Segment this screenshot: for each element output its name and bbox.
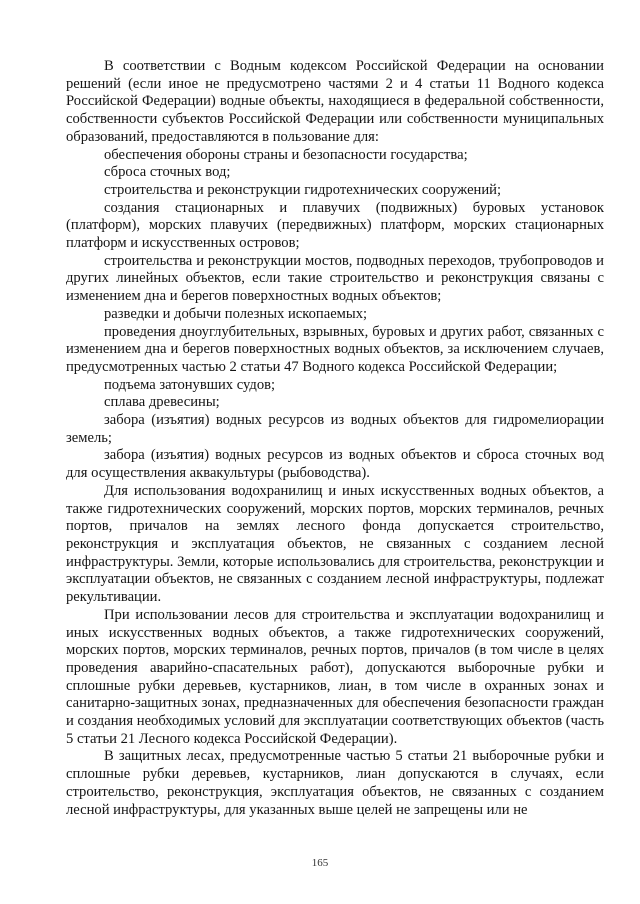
page-number: 165 bbox=[311, 857, 329, 869]
list-item-timber-rafting: сплава древесины; bbox=[104, 394, 220, 411]
list-item-ship-raising: подъема затонувших судов; bbox=[104, 376, 276, 393]
paragraph-intro: В соответствии с Водным кодексом Российской Федерации на основании решений (если иное не предусмотрено частями 2 и 4 статьи 11 Водного кодекса Российской Федерации) водные объекты, находящиеся в федеральной собственности, собственности субъектов Российской Федерации или собственности муниципальных образований, предоставляются в пользование для: bbox=[66, 58, 604, 145]
list-item-drilling-platforms: создания стационарных и плавучих (подвижных) буровых установок (платформ), морских плавучих (передвижных) платформ, морских стационарных платформ и искусственных островов; bbox=[66, 199, 604, 252]
list-item-land-reclamation: забора (изъятия) водных ресурсов из водных объектов для гидромелиорации земель; bbox=[66, 412, 604, 446]
list-item-hydro-construction: строительства и реконструкции гидротехнических сооружений; bbox=[104, 181, 502, 198]
paragraph-reservoirs: Для использования водохранилищ и иных искусственных водных объектов, а также гидротехнических сооружений, морских портов, морских терминалов, речных портов, причалов на землях лесного фонда допускается строительство, реконструкция и эксплуатация объектов, не связанных с созданием лесной инфраструктуры. Земли, которые использовались для строительства, реконструкции и эксплуатации объектов, не связанных с созданием лесной инфраструктуры, подлежат рекультивации. bbox=[66, 482, 604, 606]
document-body bbox=[66, 58, 604, 819]
list-item-wastewater: сброса сточных вод; bbox=[104, 164, 231, 181]
list-item-aquaculture: забора (изъятия) водных ресурсов из водных объектов и сброса сточных вод для осуществления аквакультуры (рыбоводства). bbox=[66, 447, 604, 482]
list-item-defense: обеспечения обороны страны и безопасности государства; bbox=[104, 146, 468, 163]
list-item-mining: разведки и добычи полезных ископаемых; bbox=[104, 305, 368, 322]
list-item-dredging: проведения дноуглубительных, взрывных, буровых и других работ, связанных с изменением дна и берегов поверхностных водных объектов, за исключением случаев, предусмотренных частью 2 статьи 47 Водного кодекса Российской Федерации; bbox=[66, 323, 604, 375]
paragraph-protective-forests: В защитных лесах, предусмотренные частью 5 статьи 21 выборочные рубки и сплошные рубки деревьев, кустарников, лиан допускаются в случаях, если строительство, реконструкция, эксплуатация объектов, не связанных с созданием лесной инфраструктуры, для указанных выше целей не запрещены или не bbox=[66, 748, 604, 818]
list-item-bridges-pipelines: строительства и реконструкции мостов, подводных переходов, трубопроводов и других линейных объектов, если такие строительство и реконструкция связаны с изменением дна и берегов поверхностных водных объектов; bbox=[66, 252, 604, 305]
paragraph-forest-use: При использовании лесов для строительства и эксплуатации водохранилищ и иных искусственных водных объектов, а также гидротехнических сооружений, морских портов, морских терминалов, речных портов, причалов (в том числе в целях проведения аварийно-спасательных работ), допускаются выборочные рубки и сплошные рубки деревьев, кустарников, лиан, в том числе в охранных зонах и санитарно-защитных зонах, предназначенных для обеспечения безопасности граждан и создания необходимых условий для эксплуатации соответствующих объектов (часть 5 статьи 21 Лесного кодекса Российской Федерации). bbox=[66, 606, 604, 747]
